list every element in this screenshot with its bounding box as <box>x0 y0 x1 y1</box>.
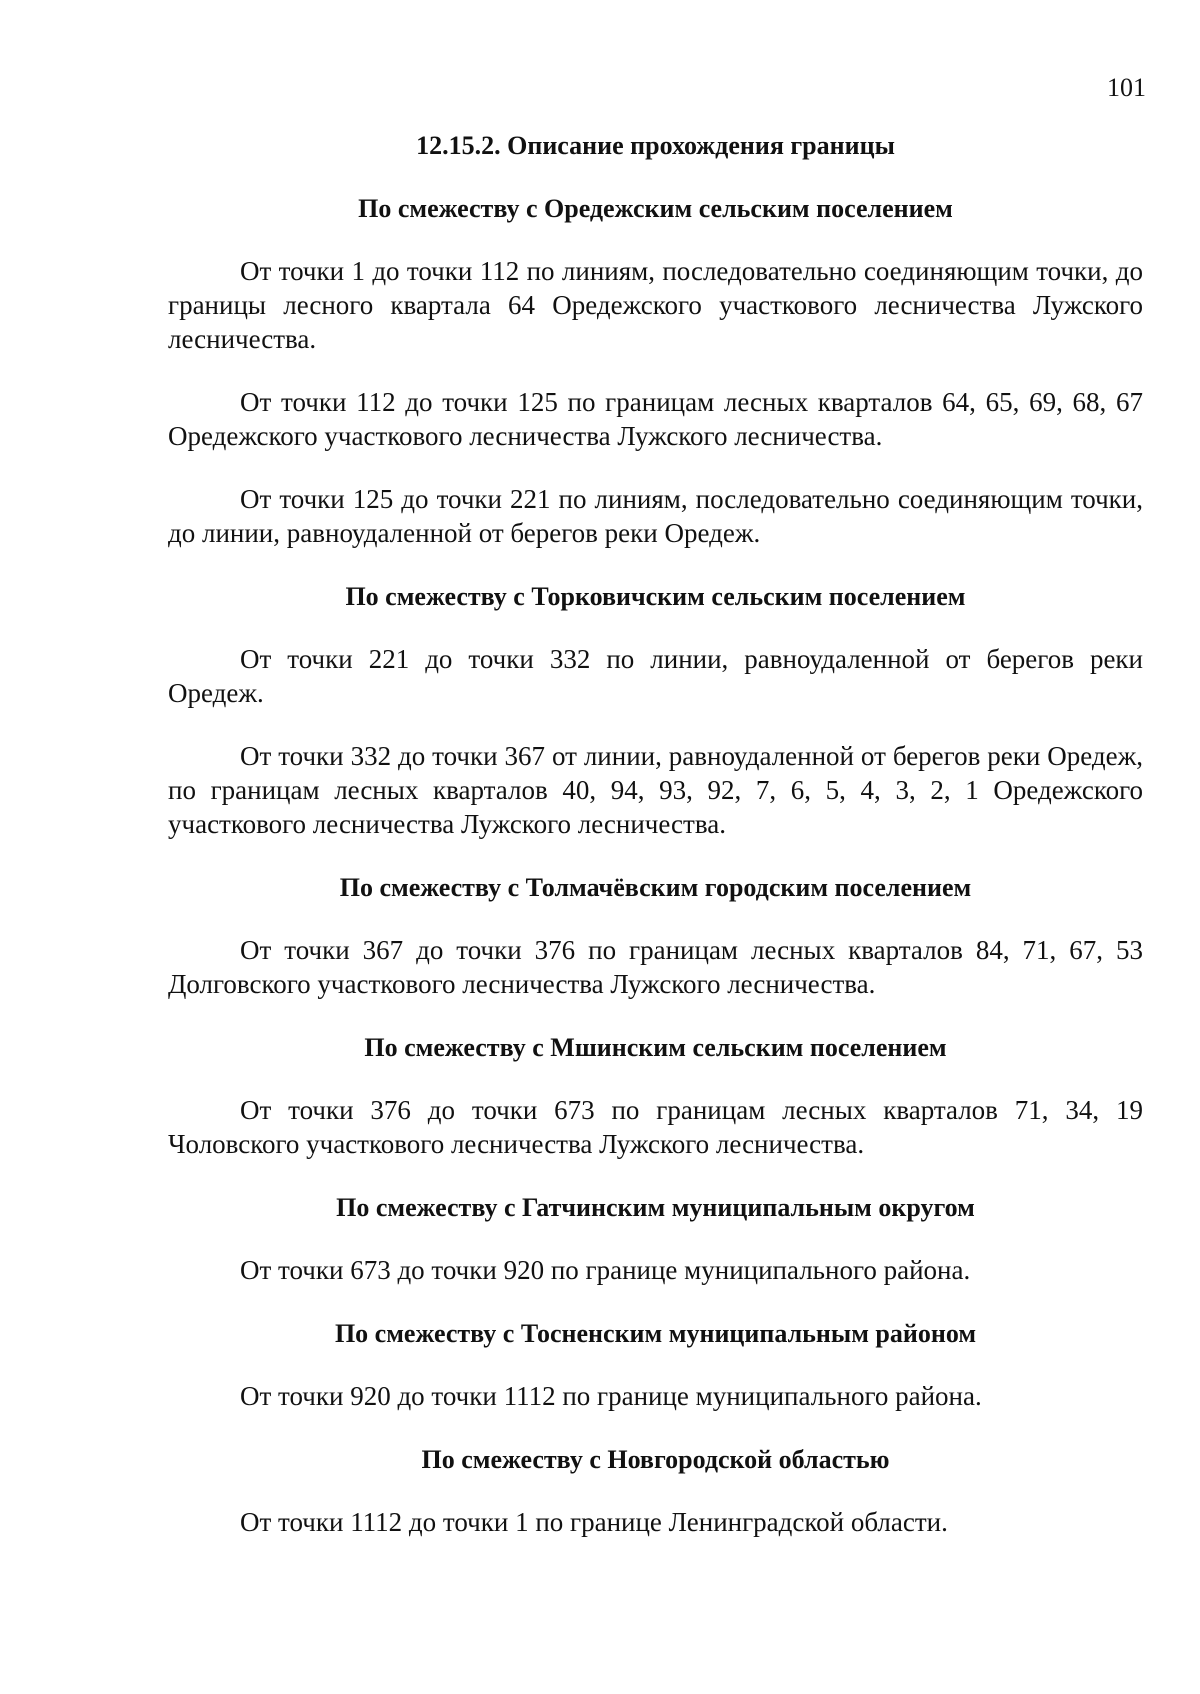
section-heading: По смежеству с Толмачёвским городским поселением <box>339 873 972 902</box>
section-heading: По смежеству с Торковичским сельским поселением <box>345 582 966 611</box>
section-title: 12.15.2. Описание прохождения границы <box>416 131 895 160</box>
section-gatchina <box>168 1190 1143 1287</box>
paragraph: От точки 125 до точки 221 по линиям, последовательно соединяющим точки, до линии, равноудаленной от берегов реки Оредеж. <box>168 484 1143 548</box>
paragraph: От точки 332 до точки 367 от линии, равноудаленной от берегов реки Оредеж, по границам лесных кварталов 40, 94, 93, 92, 7, 6, 5, 4, 3, 2, 1 Оредежского участкового лесничества Лужского лесничества. <box>168 741 1143 839</box>
paragraph: От точки 376 до точки 673 по границам лесных кварталов 71, 34, 19 Чоловского участкового лесничества Лужского лесничества. <box>168 1095 1143 1159</box>
paragraph: От точки 1 до точки 112 по линиям, последовательно соединяющим точки, до границы лесного квартала 64 Оредежского участкового лесничества Лужского лесничества. <box>168 256 1143 354</box>
paragraph: От точки 920 до точки 1112 по границе муниципального района. <box>240 1381 982 1411</box>
page-number: 101 <box>1107 73 1146 102</box>
paragraph: От точки 673 до точки 920 по границе муниципального района. <box>240 1255 971 1285</box>
section-novgorod <box>168 1442 1143 1539</box>
section-tolmachevo <box>168 870 1143 1001</box>
paragraph: От точки 112 до точки 125 по границам лесных кварталов 64, 65, 69, 68, 67 Оредежского участкового лесничества Лужского лесничества. <box>168 387 1143 451</box>
paragraph: От точки 367 до точки 376 по границам лесных кварталов 84, 71, 67, 53 Долговского участкового лесничества Лужского лесничества. <box>168 935 1143 999</box>
section-heading: По смежеству с Новгородской областью <box>421 1445 890 1474</box>
paragraph: От точки 221 до точки 332 по линии, равноудаленной от берегов реки Оредеж. <box>168 644 1143 708</box>
section-mshinskaya <box>168 1030 1143 1161</box>
section-tosno <box>168 1316 1143 1413</box>
section-heading: По смежеству с Мшинским сельским поселением <box>364 1033 947 1062</box>
section-heading: По смежеству с Оредежским сельским поселением <box>358 194 953 223</box>
section-oredezh <box>168 191 1143 550</box>
paragraph: От точки 1112 до точки 1 по границе Ленинградской области. <box>240 1507 948 1537</box>
section-torkovichi <box>168 579 1143 841</box>
section-heading: По смежеству с Тосненским муниципальным районом <box>334 1319 977 1348</box>
document-body <box>168 128 1143 1568</box>
section-heading: По смежеству с Гатчинским муниципальным округом <box>336 1193 975 1222</box>
